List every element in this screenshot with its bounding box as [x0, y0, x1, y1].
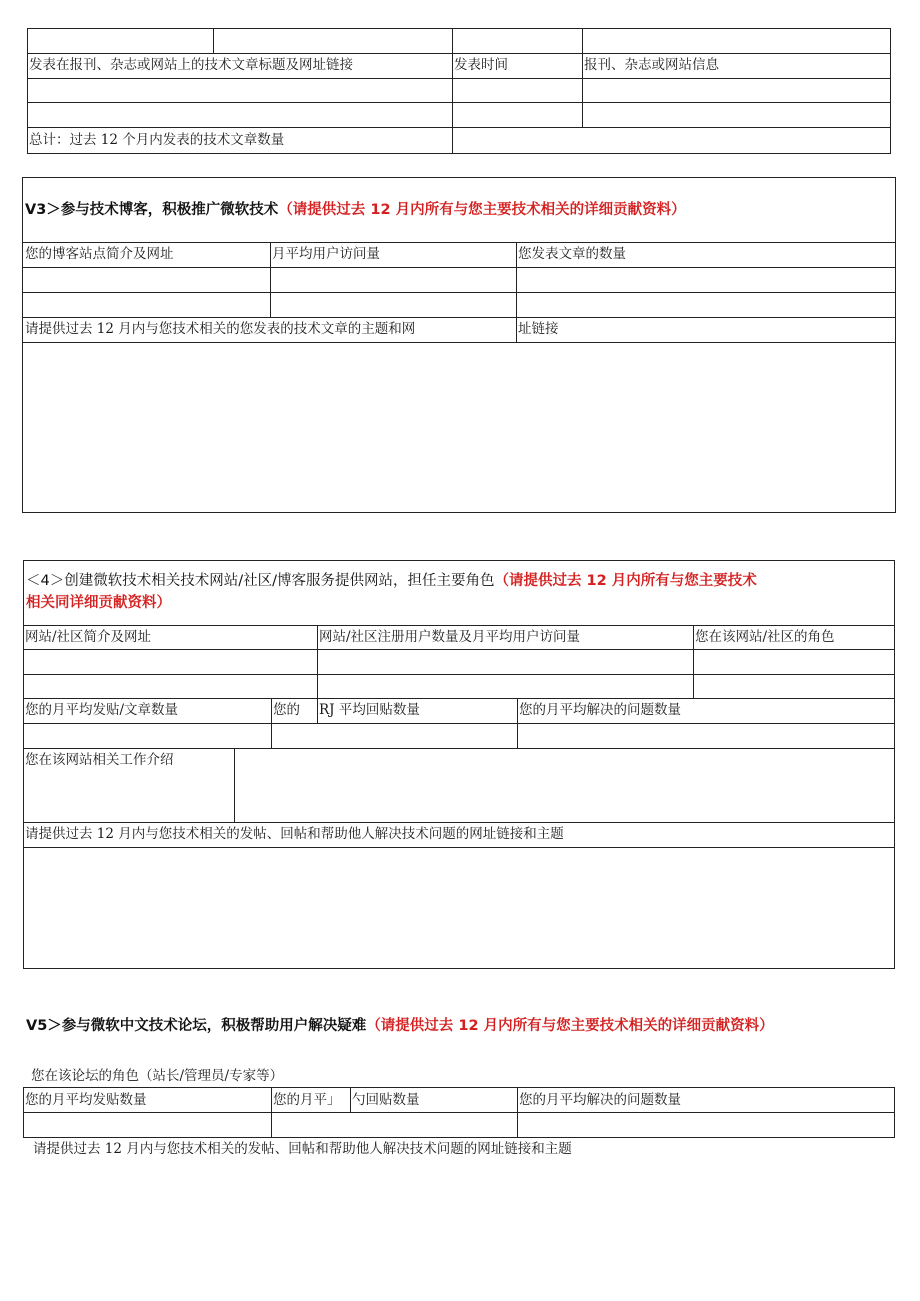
v3-title-main: V3＞参与技术博客，积极推广微软技术: [25, 202, 279, 218]
v4-row-1-users[interactable]: [317, 649, 694, 675]
v4-solved-value[interactable]: [517, 723, 895, 749]
v4-posts-value[interactable]: [23, 723, 272, 749]
v4-title-note-line2: 相关同详细贡献资料）: [26, 595, 171, 611]
v4-col-solved: 您的月平均解决的问题数量: [519, 702, 681, 718]
v3-row-1-count[interactable]: [516, 267, 896, 293]
v5-replies-value[interactable]: [271, 1112, 518, 1138]
v5-col-monthly-avg: 您的月平」: [273, 1092, 341, 1108]
v4-title: [26, 570, 892, 614]
v2-total-value-cell[interactable]: [452, 127, 891, 154]
v4-col-yours: 您的: [273, 702, 300, 718]
v4-col-registered-users: 网站/社区注册用户数量及月平均用户访问量: [319, 629, 581, 645]
v2-col-article-title: 发表在报刊、杂志或网站上的技术文章标题及网址链接: [29, 57, 353, 73]
v4-title-note-line1: （请提供过去 12 月内所有与您主要技术: [494, 573, 757, 589]
v5-col-replies: 勺回贴数量: [352, 1092, 420, 1108]
v4-col-role: 您在该网站/社区的角色: [695, 629, 835, 645]
v4-title-main: ＜4＞创建微软技术相关技术网站/社区/博客服务提供网站，担任主要角色: [26, 573, 495, 589]
v2-row-1-media[interactable]: [582, 78, 891, 103]
v4-col-replies: RJ 平均回贴数量: [319, 702, 420, 718]
v3-title: [25, 199, 686, 221]
v5-solved-value[interactable]: [517, 1112, 895, 1138]
v4-links-label: 请提供过去 12 月内与您技术相关的发帖、回帖和帮助他人解决技术问题的网址链接和主题: [25, 826, 564, 842]
v3-col-monthly-visits: 月平均用户访问量: [272, 246, 380, 262]
v3-links-label-left: 请提供过去 12 月内与您技术相关的您发表的技术文章的主题和网: [25, 321, 416, 337]
v4-col-site-intro: 网站/社区简介及网址: [25, 629, 152, 645]
v2-top-cell-3: [452, 28, 583, 54]
v2-top-cell-2: [213, 28, 453, 54]
v4-row-1-site[interactable]: [23, 649, 318, 675]
v5-posts-value[interactable]: [23, 1112, 272, 1138]
v3-row-2-count[interactable]: [516, 292, 896, 318]
v2-row-2-time[interactable]: [452, 102, 583, 128]
v2-row-2-media[interactable]: [582, 102, 891, 128]
v4-row-1-role[interactable]: [693, 649, 895, 675]
v2-col-publish-time: 发表时间: [454, 57, 508, 73]
v5-links-label: 请提供过去 12 月内与您技术相关的发帖、回帖和帮助他人解决技术问题的网址链接和主题: [33, 1141, 572, 1157]
v4-row-2-users[interactable]: [317, 674, 694, 699]
v5-title-note: （请提供过去 12 月内所有与您主要技术相关的详细贡献资料）: [366, 1018, 774, 1034]
v5-col-monthly-posts: 您的月平均发贴数量: [25, 1092, 147, 1108]
v2-top-cell-4: [582, 28, 891, 54]
v4-links-textarea[interactable]: [23, 847, 895, 969]
v4-work-intro-label: 您在该网站相关工作介绍: [25, 752, 174, 768]
v4-replies-value[interactable]: [271, 723, 518, 749]
v5-title: [26, 1015, 774, 1037]
v3-col-article-count: 您发表文章的数量: [518, 246, 626, 262]
v3-row-2-blog[interactable]: [22, 292, 271, 318]
v3-row-1-visits[interactable]: [270, 267, 517, 293]
v3-links-textarea[interactable]: [22, 342, 896, 513]
v5-title-main: V5＞参与微软中文技术论坛，积极帮助用户解决疑难: [26, 1018, 367, 1034]
v4-row-2-role[interactable]: [693, 674, 895, 699]
v5-col-solved: 您的月平均解决的问题数量: [519, 1092, 681, 1108]
v2-total-label: 总计：过去 12 个月内发表的技术文章数量: [29, 132, 285, 148]
v3-row-1-blog[interactable]: [22, 267, 271, 293]
v5-role-label: 您在该论坛的角色（站长/管理员/专家等）: [31, 1068, 284, 1084]
v3-title-note: （请提供过去 12 月内所有与您主要技术相关的详细贡献资料）: [278, 202, 686, 218]
v3-links-label-right: 址链接: [518, 321, 559, 337]
v2-row-1-title[interactable]: [27, 78, 453, 103]
v2-top-cell-1: [27, 28, 214, 54]
v2-row-2-title[interactable]: [27, 102, 453, 128]
v3-row-2-visits[interactable]: [270, 292, 517, 318]
v3-col-blog-intro: 您的博客站点简介及网址: [25, 246, 174, 262]
v2-row-1-time[interactable]: [452, 78, 583, 103]
v4-work-intro-input[interactable]: [234, 748, 895, 823]
v4-col-monthly-posts: 您的月平均发贴/文章数量: [25, 702, 179, 718]
v4-row-2-site[interactable]: [23, 674, 318, 699]
v3-links-label-right-cell: [516, 317, 896, 343]
v2-col-media-info: 报刊、杂志或网站信息: [584, 57, 719, 73]
